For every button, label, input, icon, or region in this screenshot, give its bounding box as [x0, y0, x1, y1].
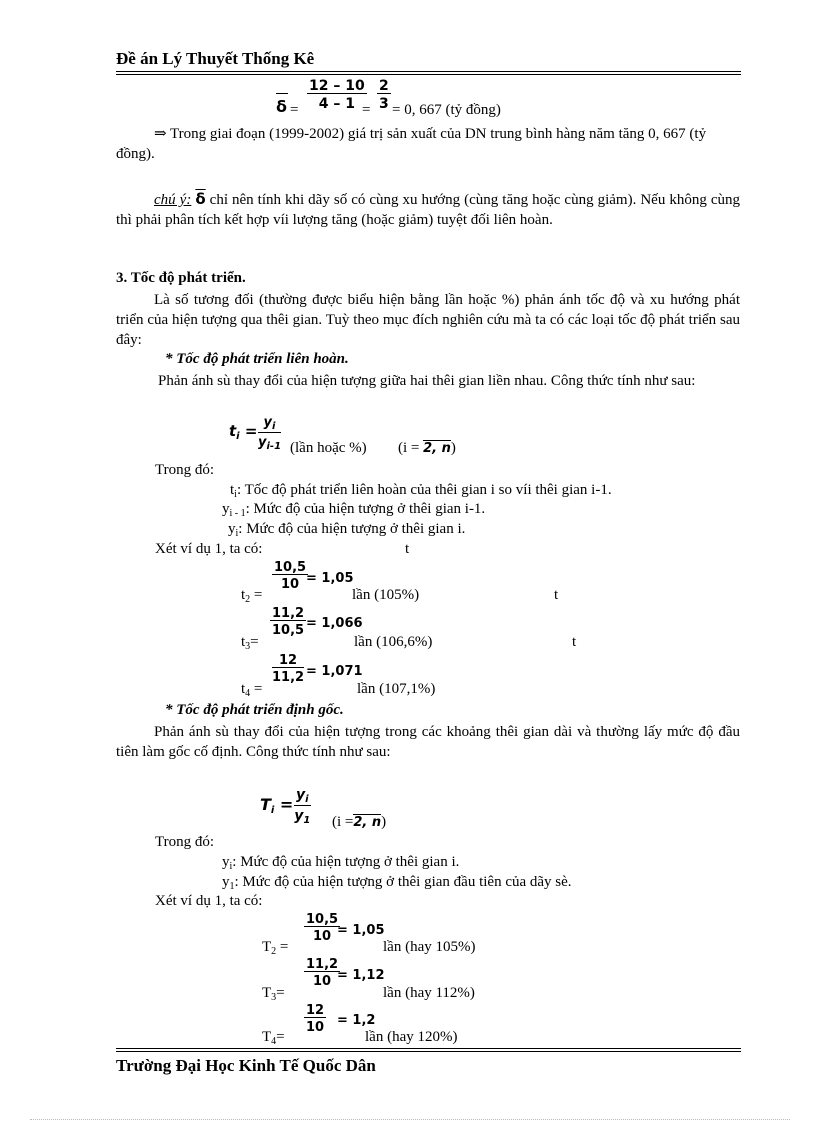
fixed-title: * Tốc độ phát triển định gốc.: [165, 702, 344, 718]
footer-rule-top: [116, 1048, 741, 1049]
delta-bar: [276, 93, 288, 94]
footer-rule-bottom: [116, 1051, 741, 1052]
page-footer-text: Trường Đại Học Kinh Tế Quốc Dân: [116, 1056, 376, 1075]
header-rule-top: [116, 71, 741, 72]
delta-fraction-1: $\frac{12 - 10}{4 - 1}$: [309, 78, 365, 112]
conclusion-paragraph: ⇒ Trong giai đoạn (1999-2002) giá trị sản xuất của DN trung bình hàng năm tăng 0, 667 (tỷ đồng).: [116, 126, 707, 162]
note-paragraph: [116, 189, 740, 230]
delta-symbol: δ: [276, 97, 287, 116]
fixed-formula-fraction: $\frac{y_i}{y_1}$: [294, 787, 311, 826]
fixed-def-yi: $y_i$: Mức độ của hiện tượng ở thêi gian i.: [222, 854, 460, 872]
chain-desc: Phản ánh sù thay đổi của hiện tượng giữa hai thêi gian liền nhau. Công thức tính như sau:: [158, 373, 696, 389]
section-heading: 3. Tốc độ phát triển.: [116, 270, 246, 286]
fixed-desc: Phản ánh sù thay đổi của hiện tượng trong các khoảng thêi gian dài và thường lấy mức độ đầu tiên làm gốc cố định. Công thức tính như sau:: [116, 724, 740, 760]
fixed-where: Trong đó:: [155, 834, 215, 850]
chain-title: * Tốc độ phát triển liên hoàn.: [165, 351, 349, 367]
chain-def-t: $t_i$: Tốc độ phát triển liên hoàn của thêi gian i so víi thêi gian i-1.: [230, 482, 612, 500]
note-label: chú ý:: [154, 192, 192, 208]
header-rule-bottom: [116, 74, 741, 75]
fixed-def-y1: $y_1$: Mức độ của hiện tượng ở thêi gian đầu tiên của dãy sè.: [222, 874, 572, 892]
chain-def-yprev: $y_{i - 1}$: Mức độ của hiện tượng ở thêi gian i-1.: [222, 501, 486, 519]
delta-result: = 0, 667 (tỷ đồng): [392, 102, 501, 118]
fixed-example: Xét ví dụ 1, ta có:: [155, 893, 263, 909]
page-bottom-divider: [30, 1119, 790, 1120]
chain-example: Xét ví dụ 1, ta có:: [155, 541, 263, 557]
chain-where: Trong đó:: [155, 462, 215, 478]
section-intro: Là số tương đối (thường được biểu hiện bằng lần hoặc %) phản ánh tốc độ và xu hướng phát triển của hiện tượng qua thêi gian. Tuỳ theo mục đích nghiên cứu mà ta có các loại tốc độ phát triển sau đây:: [116, 292, 740, 348]
chain-def-yi: $y_i$: Mức độ của hiện tượng ở thêi gian i.: [228, 521, 466, 539]
page-header-title: Đề án Lý Thuyết Thống Kê: [116, 49, 315, 68]
note-delta-symbol: $\overline{\delta}$: [195, 190, 206, 208]
chain-formula-fraction: $\frac{y_i}{y_{i-1}}$: [258, 415, 282, 452]
delta-fraction-2: $\frac{2}{3}$: [379, 78, 389, 112]
note-text: chỉ nên tính khi dãy số có cùng xu hướng (cùng tăng hoặc cùng giảm). Nếu không cùng thì phải phân tích kết hợp víi lượng tăng (hoặc giảm) tuyệt đối liên hoàn.: [116, 192, 741, 228]
stray-mark: t: [405, 541, 410, 557]
